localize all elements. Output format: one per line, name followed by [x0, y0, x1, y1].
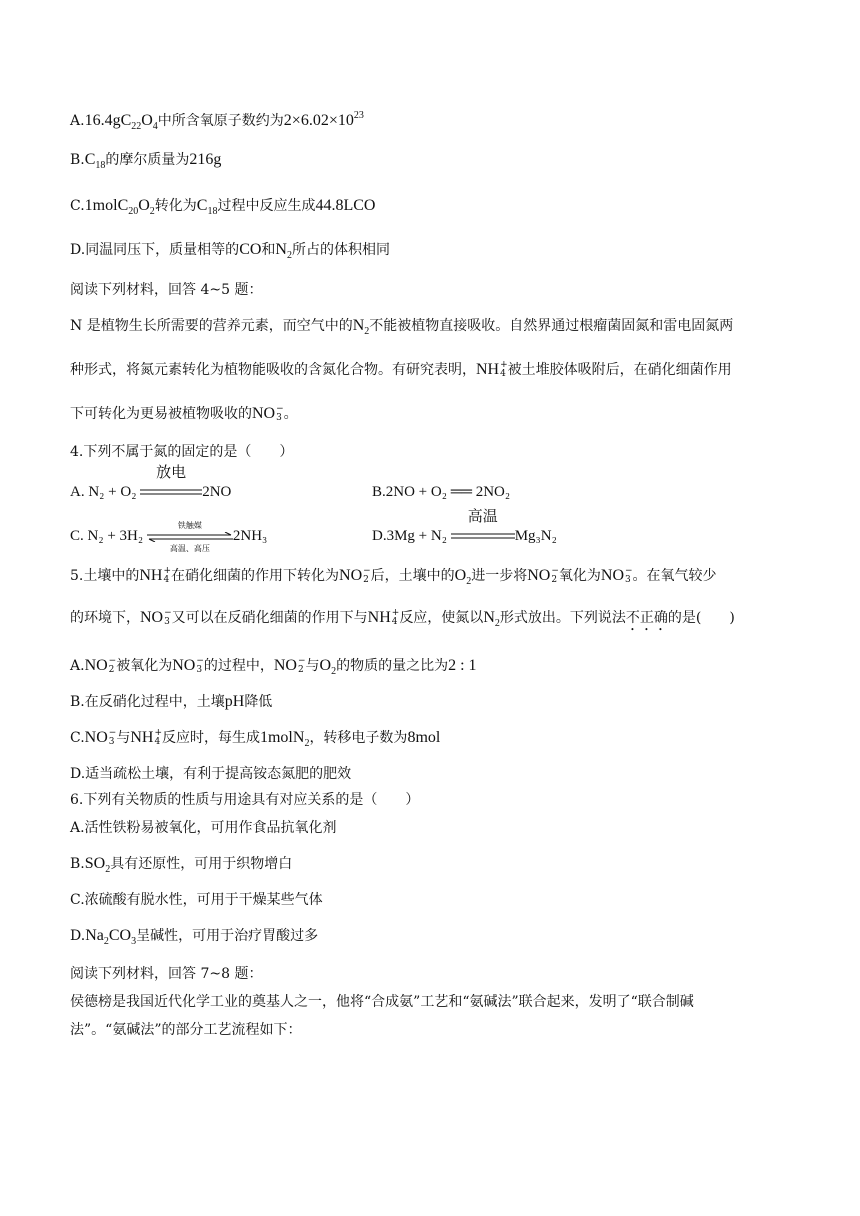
q6-option-b: $B.SO_2$具有还原性，可用于织物增白 — [70, 855, 293, 875]
q4-option-b: B.2NO + O₂ ══ 2NO₂ — [372, 484, 511, 500]
q6-option-a: A.活性铁粉易被氧化，可用作食品抗氧化剂 — [70, 820, 337, 836]
q4-option-a: A. N₂ + O₂ 放电 2NO — [70, 462, 232, 500]
passage1-line3: 下可转化为更易被植物吸收的NO − 3 。 — [70, 404, 298, 423]
q5-option-d: D.适当疏松土壤，有利于提高铵态氮肥的肥效 — [70, 766, 352, 782]
q3-option-d: D.同温同压下，质量相等的CO和$N_2$所占的体积相同 — [70, 241, 390, 261]
q3-option-a: $A.16.4gC_{22}O_4$中所含氧原子数约为$2\times 6.02\times 10^{23}$ — [70, 110, 364, 132]
reading-instruction-7-8: 阅读下列材料，回答 7~8 题： — [70, 966, 263, 982]
q5-stem-line2: 的环境下，NO − 3 又可以在反硝化细菌的作用下与NH + 4 反应，使氮以$N_2$形式放出。下列说法不正确的是( ) — [70, 608, 735, 629]
passage1-line1: N 是植物生长所需要的营养元素，而空气中的$N_2$不能被植物直接吸收。自然界通过根瘤菌固氮和雷电固氮两 — [70, 317, 734, 337]
q5-stem-line1: 5.土壤中的NH + 4 在硝化细菌的作用下转化为NO − 2 后，土壤中的$O_2$进一步将NO − 2 氧化为NO − 3 。在氧气较少 — [70, 566, 717, 587]
q6-option-d: $D.Na_2CO_3$呈碱性，可用于治疗胃酸过多 — [70, 927, 319, 947]
q3-option-b: $B.C_{18}$的摩尔质量为216g — [70, 151, 222, 171]
q5-option-a: A.NO − 2 被氧化为NO − 3 的过程中，NO − 2 与$O_2$的物质的量之比为2 : 1 — [70, 656, 477, 677]
q6-stem: 6.下列有关物质的性质与用途具有对应关系的是（ ） — [70, 792, 420, 808]
equals-arrow — [140, 489, 202, 497]
q4-option-d: D.3Mg + N₂ 高温 Mg₃N₂ — [372, 506, 557, 544]
equals-arrow — [451, 533, 515, 541]
q3-option-c: $C.1molC_{20}O_2$转化为$C_{18}$过程中反应生成44.8LCO — [70, 197, 376, 217]
passage1-line2: 种形式，将氮元素转化为植物能吸收的含氮化合物。有研究表明，NH + 4 被土堆胶体吸附后，在硝化细菌作用 — [70, 360, 732, 379]
q5-option-c: C.NO − 3 与NH + 4 反应时，每生成1molN$_2$，转移电子数为8mol — [70, 728, 441, 749]
passage2-line2: 法”。“氨碱法”的部分工艺流程如下： — [70, 1022, 302, 1038]
q4-stem: 4.下列不属于氮的固定的是（ ） — [70, 444, 294, 460]
q4-option-c: C. N₂ + 3H₂ 铁触媒 高温、高压 2NH₃ — [70, 520, 268, 553]
reading-instruction-4-5: 阅读下列材料，回答 4~5 题： — [70, 282, 263, 298]
q6-option-c: C.浓硫酸有脱水性，可用于干燥某些气体 — [70, 892, 323, 908]
q5-option-b: B.在反硝化过程中，土壤pH降低 — [70, 693, 273, 710]
reversible-arrow — [147, 532, 233, 542]
passage2-line1: 侯德榜是我国近代化学工业的奠基人之一，他将“合成氨”工艺和“氨碱法”联合起来，发明了“联合制碱 — [70, 994, 694, 1010]
